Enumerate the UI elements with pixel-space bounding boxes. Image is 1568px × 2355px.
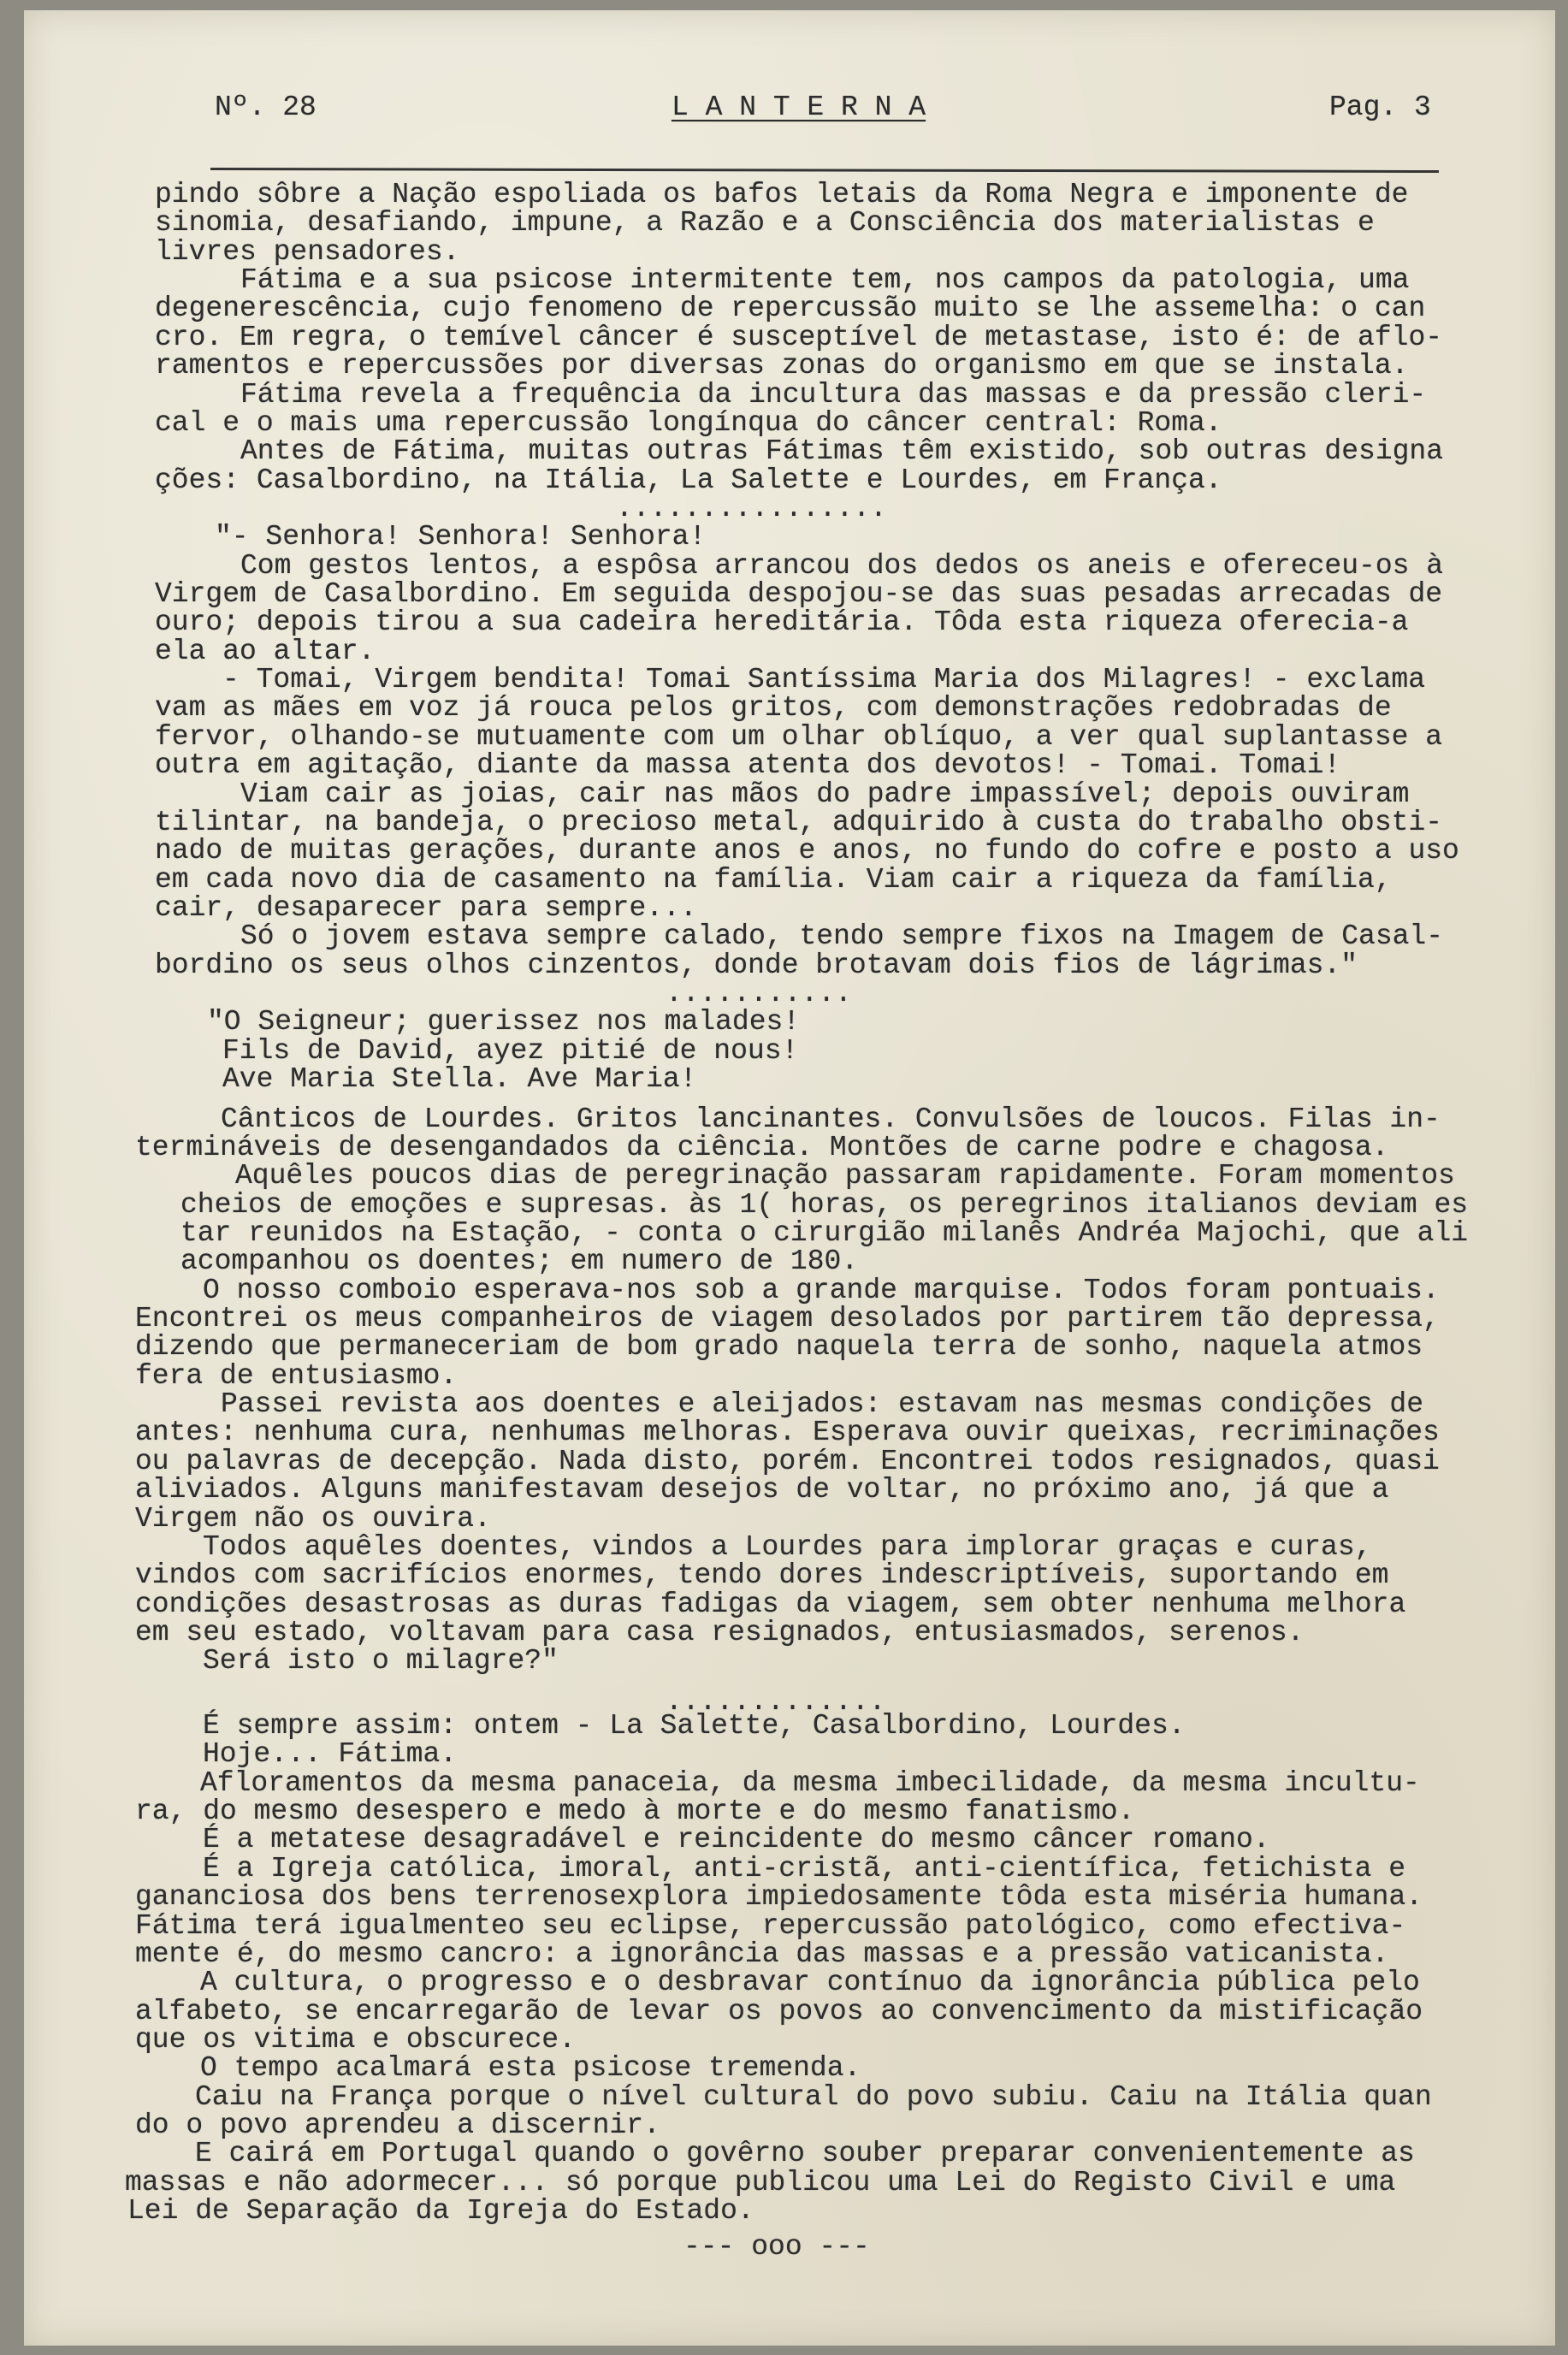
text-line: outra em agitação, diante da massa atenta dos devotos! - Tomai. Tomai! bbox=[155, 749, 1341, 782]
text-line: Fils de David, ayez pitié de nous! bbox=[222, 1034, 799, 1067]
text-line: vam as mães em voz já rouca pelos gritos, com demonstrações redobradas de bbox=[155, 692, 1392, 725]
text-line: em cada novo dia de casamento na família. Viam cair a riqueza da família, bbox=[155, 863, 1392, 896]
text-line: cal e o mais uma repercussão longínqua do câncer central: Roma. bbox=[155, 406, 1222, 439]
text-line: Virgem de Casalbordino. Em seguida despojou-se das suas pesadas arrecadas de bbox=[155, 578, 1443, 611]
text-line: ou palavras de decepção. Nada disto, porém. Encontrei todos resignados, quasi bbox=[135, 1445, 1440, 1477]
text-line: Caiu na França porque o nível cultural do povo subiu. Caiu na Itália quan bbox=[195, 2080, 1432, 2113]
text-line: tar reunidos na Estação, - conta o cirurgião milanês Andréa Majochi, que ali bbox=[180, 1216, 1469, 1249]
text-line: livres pensadores. bbox=[155, 235, 460, 268]
separator-dots: ............. bbox=[666, 1685, 886, 1718]
end-mark: --- ooo --- bbox=[683, 2230, 870, 2263]
typewritten-text bbox=[0, 180, 1568, 2261]
text-line: Será isto o milagre?" bbox=[203, 1645, 559, 1677]
text-line: que os vitima e obscurece. bbox=[135, 2024, 576, 2056]
text-line: E cairá em Portugal quando o govêrno souber preparar convenientemente as bbox=[195, 2138, 1415, 2170]
text-line: - Tomai, Virgem bendita! Tomai Santíssima Maria dos Milagres! - exclama bbox=[222, 664, 1426, 696]
text-line: mente é, do mesmo cancro: a ignorância das massas e a pressão vaticanista. bbox=[135, 1938, 1389, 1970]
separator-dots: ................ bbox=[616, 492, 887, 524]
text-line: "O Seigneur; guerissez nos malades! bbox=[207, 1006, 801, 1038]
text-line: Viam cair as joias, cair nas mãos do padre impassível; depois ouviram bbox=[240, 778, 1410, 810]
text-line: Todos aquêles doentes, vindos a Lourdes para implorar graças e curas, bbox=[203, 1530, 1372, 1563]
text-line: vindos com sacrifícios enormes, tendo dores indescriptíveis, suportando em bbox=[135, 1559, 1389, 1592]
text-line: tilintar, na bandeja, o precioso metal, adquirido à custa do trabalho obsti- bbox=[155, 806, 1443, 838]
text-line: É sempre assim: ontem - La Salette, Casalbordino, Lourdes. bbox=[203, 1710, 1186, 1743]
issue-number: Nº. 28 bbox=[215, 92, 317, 123]
text-line: antes: nenhuma cura, nenhumas melhoras. Esperava ouvir queixas, recriminações bbox=[135, 1417, 1440, 1449]
text-line: Lei de Separação da Igreja do Estado. bbox=[127, 2195, 754, 2228]
text-line: bordino os seus olhos cinzentos, donde brotavam dois fios de lágrimas." bbox=[155, 949, 1358, 981]
text-line: condições desastrosas as duras fadigas da viagem, sem obter nenhuma melhora bbox=[135, 1588, 1406, 1620]
text-line: ções: Casalbordino, na Itália, La Salette e Lourdes, em França. bbox=[155, 464, 1222, 496]
text-line: do o povo aprendeu a discernir. bbox=[135, 2109, 660, 2142]
text-line: cheios de emoções e supresas. às 1( horas, os peregrinos italianos deviam es bbox=[180, 1188, 1469, 1221]
text-line: Hoje... Fátima. bbox=[203, 1738, 458, 1771]
text-line: fera de entusiasmo. bbox=[135, 1359, 458, 1392]
text-line: termináveis de desengandados da ciência. Montões de carne podre e chagosa. bbox=[135, 1131, 1389, 1163]
text-line: alfabeto, se encarregarão de levar os povos ao convencimento da mistificação bbox=[135, 1995, 1423, 2027]
text-line: fervor, olhando-se mutuamente com um olhar oblíquo, a ver qual suplantasse a bbox=[155, 720, 1443, 753]
text-line: O nosso comboio esperava-nos sob a grande marquise. Todos foram pontuais. bbox=[203, 1274, 1440, 1306]
text-line: gananciosa dos bens terrenosexplora impiedosamente tôda esta miséria humana. bbox=[135, 1881, 1423, 1914]
text-line: Fátima revela a frequência da incultura das massas e da pressão cleri- bbox=[240, 378, 1427, 411]
text-line: Encontrei os meus companheiros de viagem desolados por partirem tão depressa, bbox=[135, 1303, 1440, 1335]
text-line: cair, desaparecer para sempre... bbox=[155, 891, 697, 924]
publication-title: L A N T E R N A bbox=[672, 92, 926, 123]
text-line: degenerescência, cujo fenomeno de repercussão muito se lhe assemelha: o can bbox=[155, 293, 1426, 325]
text-line: ramentos e repercussões por diversas zonas do organismo em que se instala. bbox=[155, 350, 1409, 382]
text-line: É a metatese desagradável e reincidente do mesmo câncer romano. bbox=[203, 1824, 1270, 1856]
text-line: ela ao altar. bbox=[155, 635, 376, 667]
separator-dots: ........... bbox=[666, 978, 852, 1010]
text-line: Antes de Fátima, muitas outras Fátimas têm existido, sob outras designa bbox=[240, 435, 1444, 468]
text-line: Fátima terá igualmenteo seu eclipse, repercussão patológico, como efectiva- bbox=[135, 1909, 1406, 1942]
text-line: O tempo acalmará esta psicose tremenda. bbox=[200, 2052, 861, 2085]
text-line: aliviados. Alguns manifestavam desejos de voltar, no próximo ano, já que a bbox=[135, 1474, 1389, 1506]
text-line: cro. Em regra, o temível câncer é susceptível de metastase, isto é: de aflo- bbox=[155, 321, 1443, 353]
text-line: ouro; depois tirou a sua cadeira hereditária. Tôda esta riqueza oferecia-a bbox=[155, 607, 1409, 639]
text-line: em seu estado, voltavam para casa resignados, entusiasmados, serenos. bbox=[135, 1616, 1305, 1648]
text-line: pindo sôbre a Nação espoliada os bafos letais da Roma Negra e imponente de bbox=[155, 179, 1409, 210]
text-line: nado de muitas gerações, durante anos e anos, no fundo do cofre e posto a uso bbox=[155, 835, 1459, 867]
text-line: É a Igreja católica, imoral, anti-cristã, anti-científica, fetichista e bbox=[203, 1852, 1406, 1885]
text-line: "- Senhora! Senhora! Senhora! bbox=[215, 521, 707, 553]
text-line: Virgem não os ouvira. bbox=[135, 1502, 491, 1535]
page-number: Pag. 3 bbox=[1329, 92, 1431, 123]
text-line: Só o jovem estava sempre calado, tendo sempre fixos na Imagem de Casal- bbox=[240, 920, 1444, 953]
text-line: Passei revista aos doentes e aleijados: estavam nas mesmas condições de bbox=[221, 1388, 1424, 1421]
text-line: Aquêles poucos dias de peregrinação passaram rapidamente. Foram momentos bbox=[235, 1160, 1455, 1192]
text-line: Com gestos lentos, a espôsa arrancou dos dedos os aneis e ofereceu-os à bbox=[240, 549, 1444, 582]
text-line: dizendo que permaneceriam de bom grado naquela terra de sonho, naquela atmos bbox=[135, 1331, 1423, 1364]
text-line: Afloramentos da mesma panaceia, da mesma imbecilidade, da mesma incultu- bbox=[200, 1766, 1420, 1799]
text-line: Cânticos de Lourdes. Gritos lancinantes. Convulsões de loucos. Filas in- bbox=[221, 1103, 1441, 1135]
text-line: massas e não adormecer... só porque publicou uma Lei do Registo Civil e uma bbox=[125, 2166, 1396, 2198]
text-line: acompanhou os doentes; em numero de 180. bbox=[180, 1246, 859, 1278]
text-line: A cultura, o progresso e o desbravar contínuo da ignorância pública pelo bbox=[200, 1967, 1420, 1999]
text-line: ra, do mesmo desespero e medo à morte e do mesmo fanatismo. bbox=[135, 1796, 1135, 1828]
text-line: sinomia, desafiando, impune, a Razão e a Consciência dos materialistas e bbox=[155, 207, 1375, 240]
text-line: Ave Maria Stella. Ave Maria! bbox=[222, 1063, 697, 1096]
text-line: Fátima e a sua psicose intermitente tem, nos campos da patologia, uma bbox=[240, 264, 1410, 297]
